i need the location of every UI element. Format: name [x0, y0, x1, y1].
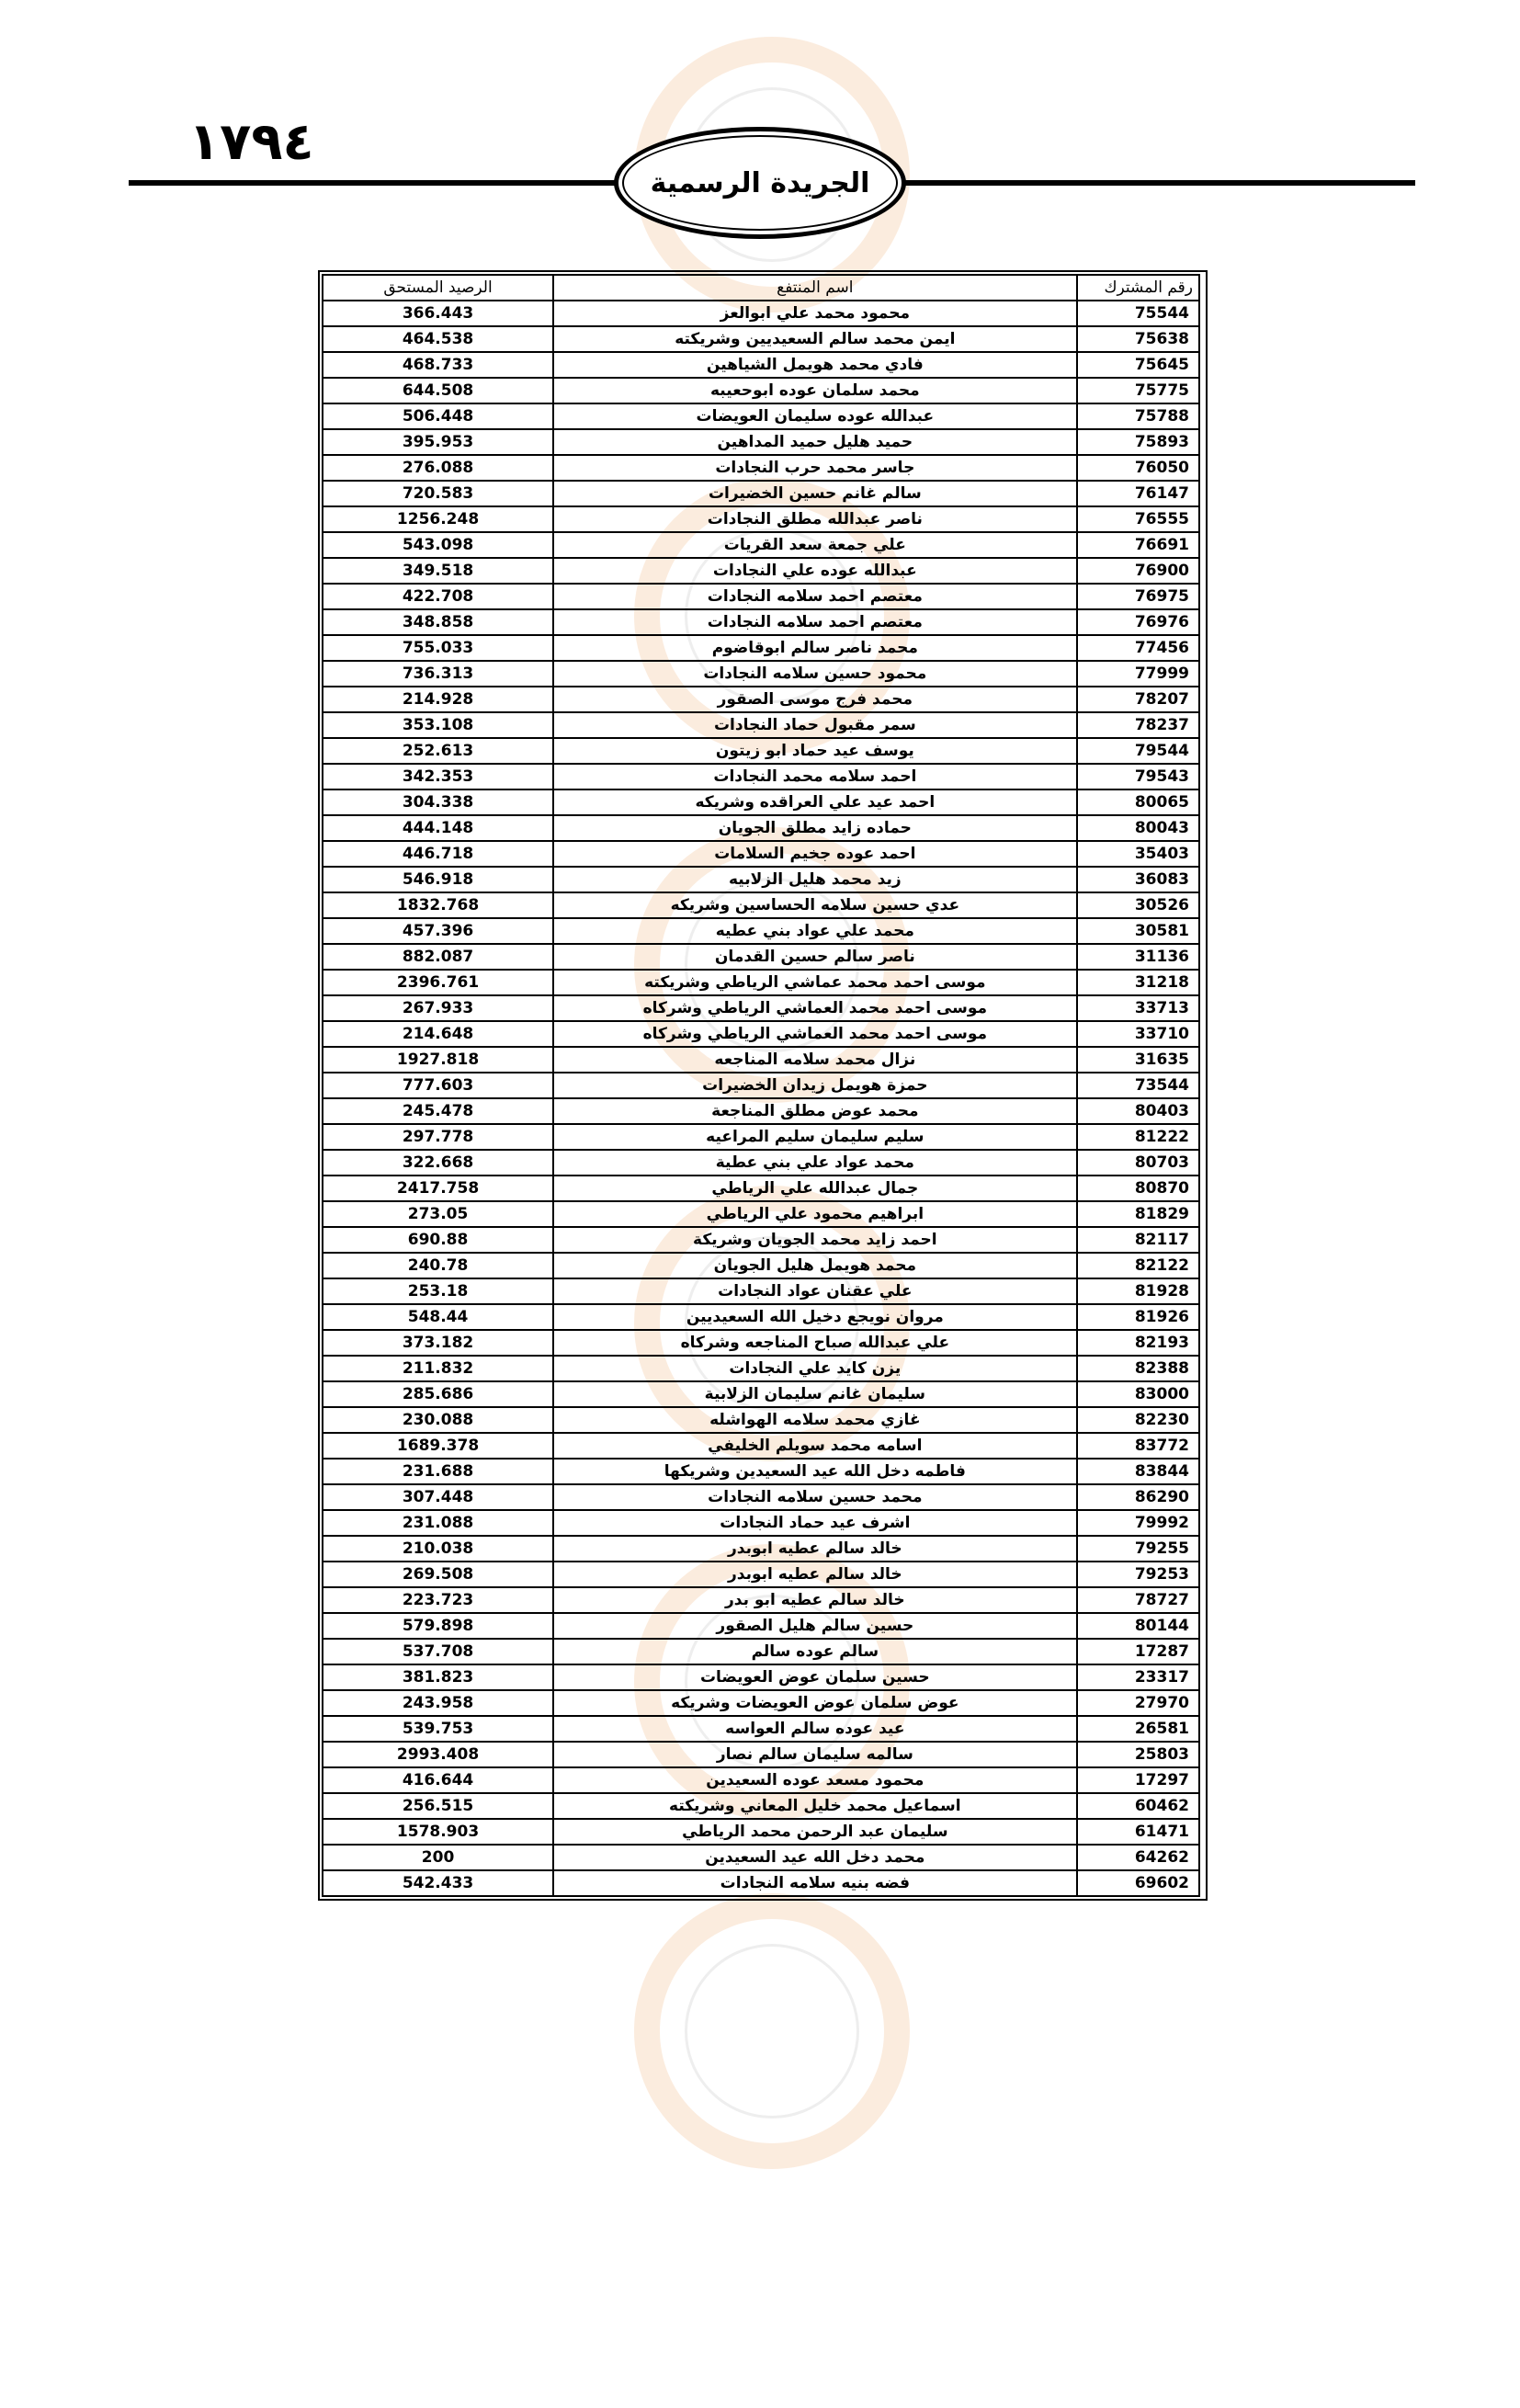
beneficiary-name-cell: محمد عوض مطلق المناجعة — [553, 1098, 1077, 1124]
subscriber-no-cell: 75544 — [1077, 301, 1199, 326]
beneficiary-name-cell: ناصر عبدالله مطلق النجادات — [553, 506, 1077, 532]
subscriber-no-cell: 81829 — [1077, 1201, 1199, 1227]
subscriber-no-cell: 76900 — [1077, 558, 1199, 584]
beneficiary-name-cell: محمود محمد علي ابوالعز — [553, 301, 1077, 326]
balance-cell: 1256.248 — [323, 506, 553, 532]
table-row — [323, 506, 1199, 532]
beneficiary-name-cell: سالمه سليمان سالم نصار — [553, 1742, 1077, 1767]
subscriber-no-cell: 83772 — [1077, 1433, 1199, 1459]
subscriber-no-cell: 77999 — [1077, 661, 1199, 687]
beneficiary-name-cell: خالد سالم عطيه ابوبدر — [553, 1536, 1077, 1562]
subscriber-no-cell: 78207 — [1077, 687, 1199, 712]
balance-cell: 273.05 — [323, 1201, 553, 1227]
subscriber-no-cell: 25803 — [1077, 1742, 1199, 1767]
subscriber-no-cell: 75775 — [1077, 378, 1199, 403]
subscriber-no-cell: 75788 — [1077, 403, 1199, 429]
balance-cell: 542.433 — [323, 1870, 553, 1896]
beneficiary-name-cell: خالد سالم عطيه ابوبدر — [553, 1562, 1077, 1587]
balance-cell: 506.448 — [323, 403, 553, 429]
table-row — [323, 1304, 1199, 1330]
table-row — [323, 1098, 1199, 1124]
beneficiary-name-cell: محمود مسعد عوده السعيدين — [553, 1767, 1077, 1793]
subscriber-no-cell: 80043 — [1077, 815, 1199, 841]
subscriber-no-cell: 81926 — [1077, 1304, 1199, 1330]
table-row — [323, 867, 1199, 892]
table-row — [323, 1562, 1199, 1587]
beneficiary-name-cell: يوسف عيد حماد ابو زيتون — [553, 738, 1077, 764]
subscriber-no-cell: 76976 — [1077, 609, 1199, 635]
beneficiary-name-cell: علي عبدالله صباح المناجعه وشركاه — [553, 1330, 1077, 1356]
beneficiary-name-cell: عوض سلمان عوض العويضات وشريكه — [553, 1690, 1077, 1716]
table-row — [323, 1150, 1199, 1176]
subscriber-no-cell: 76555 — [1077, 506, 1199, 532]
table-row — [323, 1381, 1199, 1407]
balance-cell: 267.933 — [323, 995, 553, 1021]
table-row — [323, 1793, 1199, 1819]
beneficiary-name-cell: حسين سلمان عوض العويضات — [553, 1664, 1077, 1690]
subscriber-no-cell: 82388 — [1077, 1356, 1199, 1381]
beneficiary-name-cell: ابراهيم محمود علي الرياطي — [553, 1201, 1077, 1227]
header-subscriber-no: رقم المشترك — [1077, 275, 1199, 301]
balance-cell: 307.448 — [323, 1484, 553, 1510]
beneficiary-name-cell: سليم سليمان سليم المراعيه — [553, 1124, 1077, 1150]
subscriber-no-cell: 78727 — [1077, 1587, 1199, 1613]
balance-cell: 373.182 — [323, 1330, 553, 1356]
balance-cell: 342.353 — [323, 764, 553, 789]
beneficiary-name-cell: علي جمعة سعد القريات — [553, 532, 1077, 558]
balance-cell: 256.515 — [323, 1793, 553, 1819]
table-row — [323, 687, 1199, 712]
header-beneficiary-name: اسم المنتفع — [553, 275, 1077, 301]
beneficiary-name-cell: سليمان غانم سليمان الزلابية — [553, 1381, 1077, 1407]
subscriber-no-cell: 33713 — [1077, 995, 1199, 1021]
table-row — [323, 403, 1199, 429]
table-row — [323, 892, 1199, 918]
table-row — [323, 1459, 1199, 1484]
table-row — [323, 1870, 1199, 1896]
subscriber-no-cell: 76975 — [1077, 584, 1199, 609]
balance-cell: 240.78 — [323, 1253, 553, 1278]
balance-cell: 1832.768 — [323, 892, 553, 918]
beneficiary-name-cell: محمد ناصر سالم ابوقاضوم — [553, 635, 1077, 661]
balance-cell: 537.708 — [323, 1639, 553, 1664]
table-row — [323, 1278, 1199, 1304]
subscriber-no-cell: 80065 — [1077, 789, 1199, 815]
subscriber-no-cell: 76147 — [1077, 481, 1199, 506]
table-row — [323, 1356, 1199, 1381]
subscriber-no-cell: 35403 — [1077, 841, 1199, 867]
beneficiary-name-cell: فضه بنيه سلامه النجادات — [553, 1870, 1077, 1896]
balance-cell: 2396.761 — [323, 970, 553, 995]
subscriber-no-cell: 69602 — [1077, 1870, 1199, 1896]
watermark-ring — [634, 1893, 910, 2169]
beneficiary-name-cell: محمد علي عواد بني عطيه — [553, 918, 1077, 944]
balance-cell: 1578.903 — [323, 1819, 553, 1845]
subscriber-no-cell: 36083 — [1077, 867, 1199, 892]
beneficiary-name-cell: يزن كايد علي النجادات — [553, 1356, 1077, 1381]
subscriber-no-cell: 80403 — [1077, 1098, 1199, 1124]
balance-cell: 348.858 — [323, 609, 553, 635]
beneficiary-name-cell: محمد سلمان عوده ابوحعيبه — [553, 378, 1077, 403]
subscriber-no-cell: 86290 — [1077, 1484, 1199, 1510]
balance-cell: 422.708 — [323, 584, 553, 609]
subscriber-no-cell: 78237 — [1077, 712, 1199, 738]
beneficiary-name-cell: سمر مقبول حماد النجادات — [553, 712, 1077, 738]
masthead-oval — [614, 127, 906, 239]
balance-cell: 200 — [323, 1845, 553, 1870]
table-row — [323, 1124, 1199, 1150]
subscriber-no-cell: 81222 — [1077, 1124, 1199, 1150]
beneficiary-name-cell: غازي محمد سلامه الهواشله — [553, 1407, 1077, 1433]
table-row — [323, 1047, 1199, 1073]
balances-table — [322, 274, 1200, 1897]
subscriber-no-cell: 75638 — [1077, 326, 1199, 352]
table-row — [323, 1613, 1199, 1639]
table-row — [323, 1433, 1199, 1459]
balance-cell: 1689.378 — [323, 1433, 553, 1459]
table-row — [323, 815, 1199, 841]
balance-cell: 253.18 — [323, 1278, 553, 1304]
balance-cell: 285.686 — [323, 1381, 553, 1407]
balance-cell: 297.778 — [323, 1124, 553, 1150]
beneficiary-name-cell: حمزة هويمل زيدان الخضيرات — [553, 1073, 1077, 1098]
table-row — [323, 1407, 1199, 1433]
subscriber-no-cell: 26581 — [1077, 1716, 1199, 1742]
table-row — [323, 789, 1199, 815]
beneficiary-name-cell: محمد هويمل هليل الجويان — [553, 1253, 1077, 1278]
subscriber-no-cell: 33710 — [1077, 1021, 1199, 1047]
table-row — [323, 738, 1199, 764]
balance-cell: 366.443 — [323, 301, 553, 326]
balance-cell: 231.088 — [323, 1510, 553, 1536]
beneficiary-name-cell: جاسر محمد حرب النجادات — [553, 455, 1077, 481]
balance-cell: 543.098 — [323, 532, 553, 558]
subscriber-no-cell: 77456 — [1077, 635, 1199, 661]
table-row — [323, 841, 1199, 867]
balance-cell: 546.918 — [323, 867, 553, 892]
beneficiary-name-cell: محمد دخل الله عيد السعيدين — [553, 1845, 1077, 1870]
table-row — [323, 1587, 1199, 1613]
table-row — [323, 378, 1199, 403]
table-row — [323, 609, 1199, 635]
beneficiary-name-cell: حسين سالم هليل الصقور — [553, 1613, 1077, 1639]
table-row — [323, 532, 1199, 558]
beneficiary-name-cell: خالد سالم عطيه ابو بدر — [553, 1587, 1077, 1613]
beneficiary-name-cell: زيد محمد هليل الزلابيه — [553, 867, 1077, 892]
subscriber-no-cell: 76050 — [1077, 455, 1199, 481]
table-body — [323, 301, 1199, 1896]
subscriber-no-cell: 81928 — [1077, 1278, 1199, 1304]
beneficiary-name-cell: عدي حسين سلامه الحساسين وشريكه — [553, 892, 1077, 918]
balance-cell: 395.953 — [323, 429, 553, 455]
table-row — [323, 352, 1199, 378]
subscriber-no-cell: 61471 — [1077, 1819, 1199, 1845]
balance-cell: 243.958 — [323, 1690, 553, 1716]
table-row — [323, 995, 1199, 1021]
balance-cell: 468.733 — [323, 352, 553, 378]
subscriber-no-cell: 30581 — [1077, 918, 1199, 944]
table-row — [323, 584, 1199, 609]
subscriber-no-cell: 31635 — [1077, 1047, 1199, 1073]
subscriber-no-cell: 82193 — [1077, 1330, 1199, 1356]
subscriber-no-cell: 83000 — [1077, 1381, 1199, 1407]
balance-cell: 210.038 — [323, 1536, 553, 1562]
beneficiary-name-cell: محمد حسين سلامه النجادات — [553, 1484, 1077, 1510]
balance-cell: 276.088 — [323, 455, 553, 481]
balance-cell: 1927.818 — [323, 1047, 553, 1073]
subscriber-no-cell: 83844 — [1077, 1459, 1199, 1484]
subscriber-no-cell: 82230 — [1077, 1407, 1199, 1433]
beneficiary-name-cell: سالم غانم حسين الخضيرات — [553, 481, 1077, 506]
beneficiary-name-cell: سالم عوده سالم — [553, 1639, 1077, 1664]
masthead-title: الجريدة الرسمية — [622, 135, 898, 231]
balance-cell: 444.148 — [323, 815, 553, 841]
header-balance-due: الرصيد المستحق — [323, 275, 553, 301]
beneficiary-name-cell: نزال محمد سلامه المناجعه — [553, 1047, 1077, 1073]
balance-cell: 214.928 — [323, 687, 553, 712]
beneficiary-name-cell: فادي محمد هويمل الشياهين — [553, 352, 1077, 378]
beneficiary-name-cell: حماده زايد مطلق الجويان — [553, 815, 1077, 841]
beneficiary-name-cell: احمد زايد محمد الجويان وشريكة — [553, 1227, 1077, 1253]
table-row — [323, 970, 1199, 995]
balance-cell: 446.718 — [323, 841, 553, 867]
balance-cell: 322.668 — [323, 1150, 553, 1176]
balance-cell: 252.613 — [323, 738, 553, 764]
subscriber-no-cell: 75645 — [1077, 352, 1199, 378]
subscriber-no-cell: 73544 — [1077, 1073, 1199, 1098]
table-row — [323, 918, 1199, 944]
table-row — [323, 712, 1199, 738]
balance-cell: 2417.758 — [323, 1176, 553, 1201]
watermark-clock-icon — [685, 1944, 859, 2118]
table-row — [323, 1664, 1199, 1690]
balance-cell: 755.033 — [323, 635, 553, 661]
balance-cell: 736.313 — [323, 661, 553, 687]
balance-cell: 2993.408 — [323, 1742, 553, 1767]
table-row — [323, 1201, 1199, 1227]
beneficiary-name-cell: ناصر سالم حسين القدمان — [553, 944, 1077, 970]
balance-cell: 245.478 — [323, 1098, 553, 1124]
beneficiary-name-cell: محمد فرج موسى الصقور — [553, 687, 1077, 712]
balance-cell: 223.723 — [323, 1587, 553, 1613]
table-row — [323, 326, 1199, 352]
table-row — [323, 635, 1199, 661]
subscriber-no-cell: 17297 — [1077, 1767, 1199, 1793]
table-row — [323, 1227, 1199, 1253]
balance-cell: 464.538 — [323, 326, 553, 352]
balance-cell: 231.688 — [323, 1459, 553, 1484]
beneficiary-name-cell: علي عقنان عواد النجادات — [553, 1278, 1077, 1304]
balance-cell: 353.108 — [323, 712, 553, 738]
balance-cell: 720.583 — [323, 481, 553, 506]
table-row — [323, 1510, 1199, 1536]
beneficiary-name-cell: محمود حسين سلامه النجادات — [553, 661, 1077, 687]
subscriber-no-cell: 79992 — [1077, 1510, 1199, 1536]
beneficiary-name-cell: موسى احمد محمد العماشي الرياطي وشركاه — [553, 995, 1077, 1021]
balance-cell: 579.898 — [323, 1613, 553, 1639]
table-row — [323, 481, 1199, 506]
beneficiary-name-cell: اسماعيل محمد خليل المعاني وشريكته — [553, 1793, 1077, 1819]
beneficiary-name-cell: موسى احمد محمد العماشي الرياطي وشركاه — [553, 1021, 1077, 1047]
table-row — [323, 455, 1199, 481]
beneficiary-name-cell: فاطمه دخل الله عيد السعيدين وشريكها — [553, 1459, 1077, 1484]
table-row — [323, 1690, 1199, 1716]
beneficiary-name-cell: مروان نويجع دخيل الله السعيديين — [553, 1304, 1077, 1330]
beneficiary-name-cell: احمد عيد علي العراقده وشريكه — [553, 789, 1077, 815]
beneficiary-name-cell: محمد عواد علي بني عطية — [553, 1150, 1077, 1176]
beneficiary-name-cell: عيد عوده سالم العواسه — [553, 1716, 1077, 1742]
beneficiary-name-cell: موسى احمد محمد عماشي الرياطي وشريكته — [553, 970, 1077, 995]
table-row — [323, 1819, 1199, 1845]
balance-cell: 457.396 — [323, 918, 553, 944]
subscriber-no-cell: 31136 — [1077, 944, 1199, 970]
table-row — [323, 1253, 1199, 1278]
beneficiary-name-cell: معتصم احمد سلامه النجادات — [553, 584, 1077, 609]
table-row — [323, 1176, 1199, 1201]
table-header-row — [323, 275, 1199, 301]
table-row — [323, 1716, 1199, 1742]
balance-cell: 349.518 — [323, 558, 553, 584]
subscriber-no-cell: 79543 — [1077, 764, 1199, 789]
table-row — [323, 1845, 1199, 1870]
subscriber-no-cell: 23317 — [1077, 1664, 1199, 1690]
beneficiary-name-cell: احمد سلامه محمد النجادات — [553, 764, 1077, 789]
table-row — [323, 1073, 1199, 1098]
subscriber-no-cell: 82122 — [1077, 1253, 1199, 1278]
table-row — [323, 1330, 1199, 1356]
beneficiary-name-cell: احمد عوده جخيم السلامات — [553, 841, 1077, 867]
table-row — [323, 1536, 1199, 1562]
balance-cell: 381.823 — [323, 1664, 553, 1690]
beneficiary-name-cell: معتصم احمد سلامه النجادات — [553, 609, 1077, 635]
subscriber-no-cell: 80870 — [1077, 1176, 1199, 1201]
balance-cell: 882.087 — [323, 944, 553, 970]
balance-cell: 548.44 — [323, 1304, 553, 1330]
beneficiary-name-cell: اسامه محمد سويلم الخليفي — [553, 1433, 1077, 1459]
beneficiary-name-cell: عبدالله عوده علي النجادات — [553, 558, 1077, 584]
subscriber-no-cell: 60462 — [1077, 1793, 1199, 1819]
balance-cell: 304.338 — [323, 789, 553, 815]
subscriber-no-cell: 80144 — [1077, 1613, 1199, 1639]
beneficiary-name-cell: اشرف عيد حماد النجادات — [553, 1510, 1077, 1536]
subscriber-no-cell: 79255 — [1077, 1536, 1199, 1562]
subscriber-no-cell: 75893 — [1077, 429, 1199, 455]
table-row — [323, 429, 1199, 455]
table-row — [323, 1021, 1199, 1047]
table-row — [323, 1484, 1199, 1510]
subscriber-no-cell: 27970 — [1077, 1690, 1199, 1716]
page-number: ١٧٩٤ — [188, 112, 314, 172]
table-row — [323, 1767, 1199, 1793]
table-row — [323, 301, 1199, 326]
subscriber-no-cell: 64262 — [1077, 1845, 1199, 1870]
balance-cell: 269.508 — [323, 1562, 553, 1587]
subscriber-no-cell: 76691 — [1077, 532, 1199, 558]
balance-cell: 777.603 — [323, 1073, 553, 1098]
balance-cell: 690.88 — [323, 1227, 553, 1253]
balance-cell: 211.832 — [323, 1356, 553, 1381]
subscriber-no-cell: 30526 — [1077, 892, 1199, 918]
beneficiary-name-cell: سليمان عبد الرحمن محمد الرياطي — [553, 1819, 1077, 1845]
table-row — [323, 1639, 1199, 1664]
beneficiary-name-cell: حميد هليل حميد المداهين — [553, 429, 1077, 455]
subscriber-no-cell: 82117 — [1077, 1227, 1199, 1253]
table-row — [323, 1742, 1199, 1767]
subscriber-no-cell: 79253 — [1077, 1562, 1199, 1587]
subscriber-no-cell: 17287 — [1077, 1639, 1199, 1664]
balance-cell: 214.648 — [323, 1021, 553, 1047]
subscriber-no-cell: 31218 — [1077, 970, 1199, 995]
table-row — [323, 764, 1199, 789]
watermark-logo — [496, 1893, 1048, 2408]
subscriber-no-cell: 79544 — [1077, 738, 1199, 764]
beneficiary-name-cell: جمال عبدالله علي الرياطي — [553, 1176, 1077, 1201]
subscriber-no-cell: 80703 — [1077, 1150, 1199, 1176]
table-row — [323, 558, 1199, 584]
beneficiary-name-cell: عبدالله عوده سليمان العويضات — [553, 403, 1077, 429]
table-row — [323, 944, 1199, 970]
beneficiary-name-cell: ايمن محمد سالم السعيديين وشريكته — [553, 326, 1077, 352]
balance-cell: 644.508 — [323, 378, 553, 403]
balance-cell: 539.753 — [323, 1716, 553, 1742]
balance-cell: 230.088 — [323, 1407, 553, 1433]
balance-cell: 416.644 — [323, 1767, 553, 1793]
table-row — [323, 661, 1199, 687]
